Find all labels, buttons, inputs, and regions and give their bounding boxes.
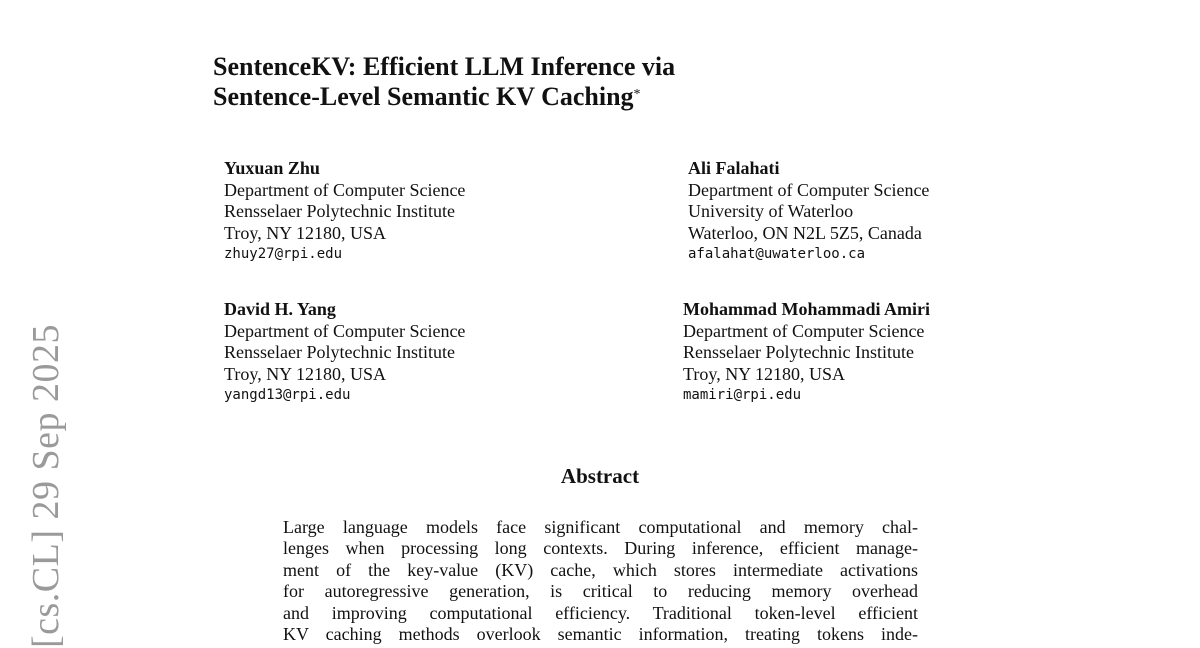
author-location: Waterloo, ON N2L 5Z5, Canada	[688, 222, 922, 243]
abstract-line: ment of the key-value (KV) cache, which stores intermediate activations	[283, 559, 918, 580]
abstract-line: and improving computational efficiency. Traditional token-level efficient	[283, 602, 918, 623]
author-department: Department of Computer Science	[683, 320, 925, 341]
author-institution: University of Waterloo	[688, 201, 854, 221]
author-name: Ali Falahati	[688, 158, 780, 178]
abstract-heading-text: Abstract	[560, 464, 640, 488]
author-name: Mohammad Mohammadi Amiri	[683, 299, 930, 319]
author-email[interactable]: yangd13@rpi.edu	[224, 387, 351, 403]
abstract-line: Large language models face significant computational and memory chal-	[283, 517, 918, 537]
author-location: Troy, NY 12180, USA	[683, 363, 846, 384]
author-name: Yuxuan Zhu	[224, 158, 320, 178]
author-department: Department of Computer Science	[688, 179, 930, 200]
abstract-heading	[0, 462, 1200, 490]
abstract-line: for autoregressive generation, is critical to reducing memory overhead	[283, 581, 918, 602]
author-block	[224, 158, 465, 264]
paper-title	[213, 52, 853, 112]
author-location: Troy, NY 12180, USA	[224, 363, 387, 384]
author-institution: Rensselaer Polytechnic Institute	[224, 342, 455, 362]
author-institution: Rensselaer Polytechnic Institute	[224, 201, 455, 221]
author-email[interactable]: afalahat@uwaterloo.ca	[688, 246, 866, 262]
author-institution: Rensselaer Polytechnic Institute	[683, 342, 914, 362]
author-block	[688, 158, 929, 264]
author-name: David H. Yang	[224, 299, 336, 319]
author-email[interactable]: mamiri@rpi.edu	[683, 387, 802, 403]
author-department: Department of Computer Science	[224, 320, 466, 341]
abstract-line: KV caching methods overlook semantic information, treating tokens inde-	[283, 624, 918, 645]
title-line-2	[213, 82, 853, 112]
abstract-line: lenges when processing long contexts. During inference, efficient manage-	[283, 538, 918, 559]
title-line-1: SentenceKV: Efficient LLM Inference via	[213, 52, 676, 81]
title-line-2-text: Sentence-Level Semantic KV Caching	[213, 82, 634, 111]
author-block	[224, 299, 465, 405]
author-email[interactable]: zhuy27@rpi.edu	[224, 246, 343, 262]
author-location: Troy, NY 12180, USA	[224, 222, 387, 243]
author-block	[683, 299, 930, 405]
arxiv-side-stamp: [cs.CL] 29 Sep 2025	[25, 323, 67, 648]
title-footnote-mark[interactable]: *	[633, 87, 641, 102]
author-department: Department of Computer Science	[224, 179, 466, 200]
abstract-body	[283, 517, 923, 645]
